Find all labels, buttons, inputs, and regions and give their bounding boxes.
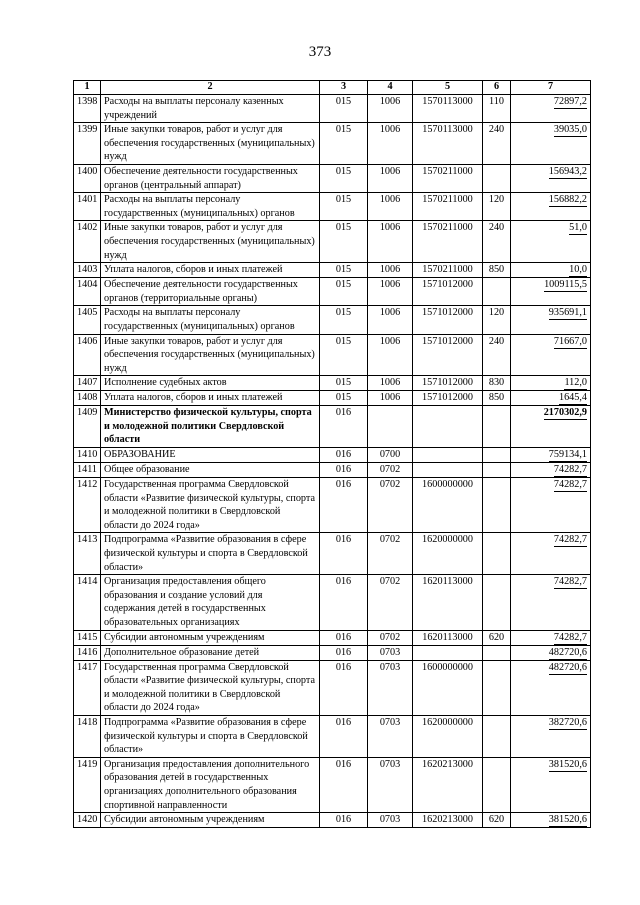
column-header: 5	[413, 81, 483, 95]
row-expense-type-code	[483, 164, 511, 192]
row-section-code: 0703	[368, 715, 413, 757]
row-admin-code: 015	[320, 221, 368, 263]
row-admin-code: 016	[320, 757, 368, 812]
row-number: 1403	[74, 263, 101, 278]
row-name: Расходы на выплаты персоналу государственных (муниципальных) органов	[101, 306, 320, 334]
row-amount: 2170302,9	[543, 407, 587, 419]
table-row	[74, 123, 591, 165]
row-number: 1400	[74, 164, 101, 192]
row-target-code	[413, 406, 483, 448]
row-number: 1414	[74, 575, 101, 630]
row-expense-type-code	[483, 645, 511, 660]
row-name: Уплата налогов, сборов и иных платежей	[101, 391, 320, 406]
row-name: Министерство физической культуры, спорта и молодежной политики Свердловской области	[101, 406, 320, 448]
row-target-code: 1571012000	[413, 306, 483, 334]
row-expense-type-code: 240	[483, 221, 511, 263]
row-admin-code: 015	[320, 376, 368, 391]
row-number: 1408	[74, 391, 101, 406]
row-target-code: 1571012000	[413, 278, 483, 306]
table-row	[74, 630, 591, 645]
row-target-code: 1620113000	[413, 575, 483, 630]
row-admin-code: 016	[320, 463, 368, 478]
row-admin-code: 016	[320, 575, 368, 630]
row-admin-code: 016	[320, 813, 368, 828]
row-name: Государственная программа Свердловской области «Развитие физической культуры, спорта и молодежной политики в Свердловской области до 2024 года»	[101, 660, 320, 715]
row-amount: 10,0	[569, 264, 587, 276]
row-amount: 74282,7	[553, 479, 587, 491]
table-row	[74, 478, 591, 533]
row-amount: 74282,7	[553, 631, 587, 643]
row-number: 1417	[74, 660, 101, 715]
budget-table	[73, 80, 591, 828]
row-name: Государственная программа Свердловской области «Развитие физической культуры, спорта и молодежной политики в Свердловской области до 2024 года»	[101, 478, 320, 533]
page-number: 373	[308, 44, 332, 60]
column-header: 6	[483, 81, 511, 95]
table-row	[74, 391, 591, 406]
row-number: 1419	[74, 757, 101, 812]
row-expense-type-code	[483, 575, 511, 630]
row-section-code: 0703	[368, 660, 413, 715]
row-name: ОБРАЗОВАНИЕ	[101, 448, 320, 463]
row-admin-code: 016	[320, 448, 368, 463]
row-amount: 935691,1	[548, 307, 587, 319]
row-name: Субсидии автономным учреждениям	[101, 630, 320, 645]
row-admin-code: 015	[320, 306, 368, 334]
column-header: 7	[511, 81, 591, 95]
table-row	[74, 376, 591, 391]
row-section-code: 0702	[368, 463, 413, 478]
table-row	[74, 463, 591, 478]
row-section-code: 0700	[368, 448, 413, 463]
row-name: Уплата налогов, сборов и иных платежей	[101, 263, 320, 278]
row-admin-code: 015	[320, 278, 368, 306]
row-number: 1420	[74, 813, 101, 828]
table-row	[74, 221, 591, 263]
row-number: 1406	[74, 334, 101, 376]
row-admin-code: 016	[320, 715, 368, 757]
row-expense-type-code: 850	[483, 263, 511, 278]
row-section-code: 1006	[368, 306, 413, 334]
row-name: Обеспечение деятельности государственных органов (территориальные органы)	[101, 278, 320, 306]
row-expense-type-code	[483, 278, 511, 306]
row-section-code: 1006	[368, 391, 413, 406]
row-target-code: 1570211000	[413, 164, 483, 192]
row-target-code: 1600000000	[413, 478, 483, 533]
row-name: Расходы на выплаты персоналу казенных учреждений	[101, 95, 320, 123]
row-amount: 156882,2	[548, 194, 587, 206]
row-name: Иные закупки товаров, работ и услуг для обеспечения государственных (муниципальных) нужд	[101, 334, 320, 376]
row-expense-type-code: 110	[483, 95, 511, 123]
row-section-code: 1006	[368, 164, 413, 192]
row-number: 1399	[74, 123, 101, 165]
row-name: Иные закупки товаров, работ и услуг для обеспечения государственных (муниципальных) нужд	[101, 123, 320, 165]
table-row	[74, 406, 591, 448]
row-amount: 51,0	[569, 222, 587, 234]
table-row	[74, 660, 591, 715]
row-section-code: 1006	[368, 263, 413, 278]
row-expense-type-code	[483, 533, 511, 575]
table-row	[74, 306, 591, 334]
row-expense-type-code	[483, 757, 511, 812]
row-amount: 74282,7	[553, 464, 587, 476]
row-name: Подпрограмма «Развитие образования в сфере физической культуры и спорта в Свердловской области»	[101, 715, 320, 757]
table-row	[74, 278, 591, 306]
row-section-code: 0702	[368, 630, 413, 645]
row-number: 1401	[74, 193, 101, 221]
row-admin-code: 015	[320, 334, 368, 376]
row-admin-code: 015	[320, 164, 368, 192]
row-name: Организация предоставления дополнительного образования детей в государственных организациях дополнительного образования спортивной направленности	[101, 757, 320, 812]
row-target-code: 1571012000	[413, 334, 483, 376]
row-target-code: 1620000000	[413, 533, 483, 575]
row-number: 1413	[74, 533, 101, 575]
row-expense-type-code	[483, 406, 511, 448]
row-target-code: 1571012000	[413, 376, 483, 391]
row-target-code: 1570113000	[413, 123, 483, 165]
row-number: 1416	[74, 645, 101, 660]
row-target-code: 1600000000	[413, 660, 483, 715]
row-section-code: 0702	[368, 533, 413, 575]
table-header-row	[74, 81, 591, 95]
row-admin-code: 015	[320, 391, 368, 406]
row-amount: 156943,2	[548, 165, 587, 177]
row-expense-type-code: 120	[483, 193, 511, 221]
row-target-code	[413, 463, 483, 478]
row-admin-code: 016	[320, 645, 368, 660]
row-section-code: 1006	[368, 221, 413, 263]
row-number: 1398	[74, 95, 101, 123]
row-target-code	[413, 448, 483, 463]
row-section-code: 0703	[368, 645, 413, 660]
row-number: 1411	[74, 463, 101, 478]
row-expense-type-code: 620	[483, 813, 511, 828]
row-admin-code: 016	[320, 478, 368, 533]
row-target-code: 1571012000	[413, 391, 483, 406]
row-target-code: 1620000000	[413, 715, 483, 757]
row-number: 1404	[74, 278, 101, 306]
row-number: 1402	[74, 221, 101, 263]
row-amount: 482720,6	[548, 646, 587, 658]
table-row	[74, 575, 591, 630]
table-row	[74, 757, 591, 812]
row-admin-code: 016	[320, 406, 368, 448]
row-target-code: 1570113000	[413, 95, 483, 123]
row-section-code: 1006	[368, 123, 413, 165]
row-name: Исполнение судебных актов	[101, 376, 320, 391]
row-target-code: 1570211000	[413, 263, 483, 278]
row-admin-code: 015	[320, 193, 368, 221]
row-amount: 71667,0	[553, 335, 587, 347]
row-expense-type-code: 850	[483, 391, 511, 406]
row-number: 1418	[74, 715, 101, 757]
row-name: Обеспечение деятельности государственных органов (центральный аппарат)	[101, 164, 320, 192]
row-amount: 74282,7	[553, 534, 587, 546]
table-row	[74, 334, 591, 376]
row-number: 1405	[74, 306, 101, 334]
row-expense-type-code	[483, 715, 511, 757]
row-expense-type-code: 120	[483, 306, 511, 334]
row-amount: 381520,6	[548, 814, 587, 826]
table-row	[74, 193, 591, 221]
row-section-code: 0702	[368, 478, 413, 533]
column-header: 3	[320, 81, 368, 95]
row-admin-code: 016	[320, 630, 368, 645]
row-amount: 39035,0	[553, 124, 587, 136]
column-header: 1	[74, 81, 101, 95]
row-target-code: 1570211000	[413, 193, 483, 221]
row-admin-code: 015	[320, 123, 368, 165]
row-section-code: 1006	[368, 193, 413, 221]
row-name: Общее образование	[101, 463, 320, 478]
row-amount: 1645,4	[558, 392, 587, 404]
row-target-code: 1570211000	[413, 221, 483, 263]
table-row	[74, 533, 591, 575]
row-amount: 759134,1	[548, 449, 587, 461]
row-number: 1407	[74, 376, 101, 391]
row-amount: 72897,2	[553, 96, 587, 107]
row-number: 1409	[74, 406, 101, 448]
row-section-code: 1006	[368, 278, 413, 306]
row-target-code	[413, 645, 483, 660]
row-amount: 482720,6	[548, 661, 587, 673]
row-target-code: 1620113000	[413, 630, 483, 645]
row-amount: 1009115,5	[544, 279, 587, 291]
row-admin-code: 016	[320, 660, 368, 715]
row-section-code: 1006	[368, 95, 413, 123]
row-section-code: 0703	[368, 757, 413, 812]
row-expense-type-code: 240	[483, 123, 511, 165]
column-header: 4	[368, 81, 413, 95]
row-number: 1410	[74, 448, 101, 463]
row-target-code: 1620213000	[413, 813, 483, 828]
row-number: 1412	[74, 478, 101, 533]
row-number: 1415	[74, 630, 101, 645]
row-name: Подпрограмма «Развитие образования в сфере физической культуры и спорта в Свердловской области»	[101, 533, 320, 575]
row-expense-type-code	[483, 448, 511, 463]
row-section-code: 1006	[368, 334, 413, 376]
row-section-code	[368, 406, 413, 448]
row-admin-code: 015	[320, 263, 368, 278]
row-amount: 74282,7	[553, 576, 587, 588]
row-amount: 381520,6	[548, 758, 587, 770]
row-section-code: 1006	[368, 376, 413, 391]
row-amount: 112,0	[564, 377, 587, 389]
row-expense-type-code: 620	[483, 630, 511, 645]
row-name: Дополнительное образование детей	[101, 645, 320, 660]
row-expense-type-code	[483, 660, 511, 715]
row-amount: 382720,6	[548, 716, 587, 728]
row-expense-type-code	[483, 478, 511, 533]
row-expense-type-code: 830	[483, 376, 511, 391]
row-admin-code: 016	[320, 533, 368, 575]
table-row	[74, 448, 591, 463]
row-admin-code: 015	[320, 95, 368, 123]
table-row	[74, 645, 591, 660]
table-row	[74, 263, 591, 278]
row-expense-type-code	[483, 463, 511, 478]
row-name: Расходы на выплаты персоналу государственных (муниципальных) органов	[101, 193, 320, 221]
row-target-code: 1620213000	[413, 757, 483, 812]
row-section-code: 0702	[368, 575, 413, 630]
row-expense-type-code: 240	[483, 334, 511, 376]
table-row	[74, 164, 591, 192]
table-row	[74, 95, 591, 123]
row-name: Организация предоставления общего образования и создание условий для содержания детей в государственных образовательных организациях	[101, 575, 320, 630]
table-row	[74, 715, 591, 757]
row-name: Иные закупки товаров, работ и услуг для обеспечения государственных (муниципальных) нужд	[101, 221, 320, 263]
row-name: Субсидии автономным учреждениям	[101, 813, 320, 828]
row-section-code: 0703	[368, 813, 413, 828]
column-header: 2	[101, 81, 320, 95]
table-row	[74, 813, 591, 828]
